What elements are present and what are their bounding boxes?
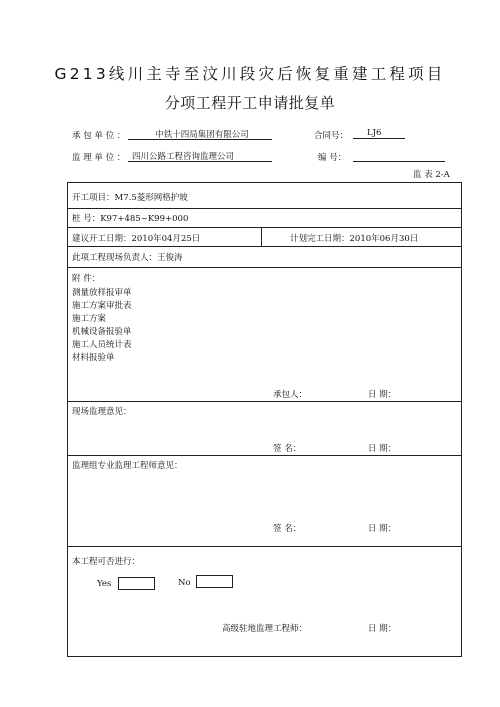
column-divider	[261, 227, 262, 246]
row-divider	[68, 208, 461, 209]
contractor-value: 中铁十四局集团有限公司	[128, 128, 272, 140]
specialist-sign-label: 签 名：	[273, 524, 302, 534]
row-divider	[68, 267, 461, 268]
supervisor-value: 四川公路工程咨询监理公司	[128, 150, 272, 162]
site-manager-field: 此项工程现场负责人：王俊涛	[72, 253, 183, 263]
attachment-item: 施工方案审批表	[72, 301, 132, 311]
project-field: 开工项目：M7.5菱形网格护坡	[72, 193, 188, 203]
yes-checkbox[interactable]	[118, 577, 155, 590]
document-subtitle: 分项工程开工申请批复单	[164, 94, 336, 112]
form-code: 监 表 2-A	[413, 170, 450, 180]
attachment-item: 施工人员统计表	[72, 340, 132, 350]
site-date-label: 日 期：	[368, 444, 397, 454]
row-divider	[68, 546, 461, 547]
attachment-item: 施工方案	[72, 314, 107, 324]
resident-engineer-label: 高级驻地监理工程师：	[222, 624, 308, 634]
specialist-date-label: 日 期：	[368, 524, 397, 534]
supervisor-field	[128, 150, 272, 162]
contractor-field	[128, 128, 272, 140]
station-field: 桩 号：K97+485~K99+000	[72, 214, 189, 224]
row-divider	[68, 227, 461, 228]
resident-date-label: 日 期：	[368, 624, 397, 634]
serial-label: 编 号：	[318, 153, 347, 163]
specialist-opinion-label: 监理组专业监理工程师意见：	[72, 461, 183, 471]
site-opinion-label: 现场监理意见：	[72, 407, 132, 417]
planned-start-field: 建议开工日期：2010年04月25日	[72, 234, 201, 244]
yes-label: Yes	[97, 579, 112, 589]
row-divider	[68, 455, 461, 456]
no-label: No	[178, 578, 191, 588]
serial-field	[353, 150, 445, 162]
attachment-item: 材料报验单	[72, 353, 115, 363]
serial-value	[353, 150, 445, 162]
approval-form	[67, 182, 462, 657]
no-checkbox[interactable]	[196, 575, 233, 588]
contractor-label: 承 包 单 位 ：	[72, 131, 126, 141]
contractor-sign-label: 承包人：	[273, 390, 308, 400]
row-divider	[68, 401, 461, 402]
row-divider	[68, 246, 461, 247]
attachment-item: 测量放样报审单	[72, 288, 132, 298]
document-title: G213线川主寺至汶川段灾后恢复重建工程项目	[54, 65, 446, 83]
attachments-label: 附 件：	[72, 274, 101, 284]
contract-no-field	[353, 128, 405, 139]
supervisor-label: 监 理 单 位 ：	[72, 153, 126, 163]
contract-no-value: LJ6	[353, 128, 405, 139]
planned-end-field: 计划完工日期：2010年06月30日	[290, 234, 419, 244]
attachment-item: 机械设备报验单	[72, 327, 132, 337]
contractor-date-label: 日 期：	[368, 390, 397, 400]
proceed-label: 本工程可否进行：	[72, 557, 141, 567]
site-sign-label: 签 名：	[273, 444, 302, 454]
contract-no-label: 合同号：	[314, 131, 349, 141]
